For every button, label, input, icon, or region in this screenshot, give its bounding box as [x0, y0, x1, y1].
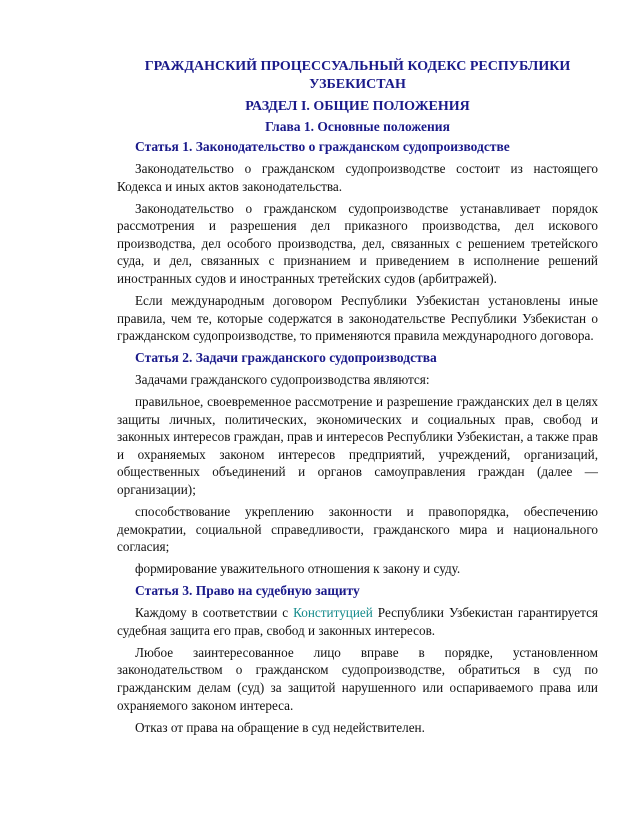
paragraph: формирование уважительного отношения к закону и суду. — [135, 561, 461, 577]
document-page — [117, 58, 598, 741]
paragraph: Любое заинтересованное лицо вправе в порядке, установленном законодательством о гражданском судопроизводстве, обратиться в суд по гражданским делам (суд) за защитой нарушенного или оспариваемого права или охраняемого законом интереса. — [117, 644, 598, 713]
paragraph — [117, 604, 598, 639]
article-2-heading: Статья 2. Задачи гражданского судопроизводства — [135, 350, 437, 366]
paragraph: способствование укреплению законности и правопорядка, обеспечению демократии, социальной справедливости, гражданского мира и национального согласия; — [117, 504, 598, 555]
text: Республики Узбекистан гарантируется судебная защита его прав, свобод и законных интересов. — [117, 605, 598, 638]
section-heading: РАЗДЕЛ I. ОБЩИЕ ПОЛОЖЕНИЯ — [245, 99, 470, 114]
text: Каждому в соответствии с — [135, 605, 294, 621]
article-1-heading: Статья 1. Законодательство о гражданском судопроизводстве — [135, 139, 510, 154]
document-title: ГРАЖДАНСКИЙ ПРОЦЕССУАЛЬНЫЙ КОДЕКС РЕСПУБЛИКИ УЗБЕКИСТАН — [144, 59, 571, 92]
paragraph: правильное, своевременное рассмотрение и разрешение гражданских дел в целях защиты личных, политических, экономических и социальных прав, свобод и законных интересов граждан, прав и интересов Республики Узбекистан, а также прав и охраняемых законом интересов предприятий, учреждений, организаций, общественных объединений и органов самоуправления граждан (далее — организации); — [117, 394, 598, 498]
article-3-heading: Статья 3. Право на судебную защиту — [135, 583, 360, 599]
chapter-heading: Глава 1. Основные положения — [265, 119, 450, 134]
paragraph: Законодательство о гражданском судопроизводстве состоит из настоящего Кодекса и иных актов законодательства. — [117, 161, 598, 194]
paragraph: Законодательство о гражданском судопроизводстве устанавливает порядок рассмотрения и разрешения дел приказного производства, дел искового производства, дел особого производства, дел, связанных с решением третейского суда, и дел, связанных с признанием и приведением в исполнение решений иностранных судов и иностранных третейских судов (арбитражей). — [117, 200, 598, 286]
paragraph: Если международным договором Республики Узбекистан установлены иные правила, чем те, которые содержатся в законодательстве Республики Узбекистан о гражданском судопроизводстве, то применяются правила международного договора. — [117, 292, 598, 344]
constitution-link[interactable]: Конституцией — [293, 605, 373, 621]
paragraph: Отказ от права на обращение в суд недействителен. — [135, 719, 425, 735]
paragraph: Задачами гражданского судопроизводства являются: — [135, 372, 430, 388]
